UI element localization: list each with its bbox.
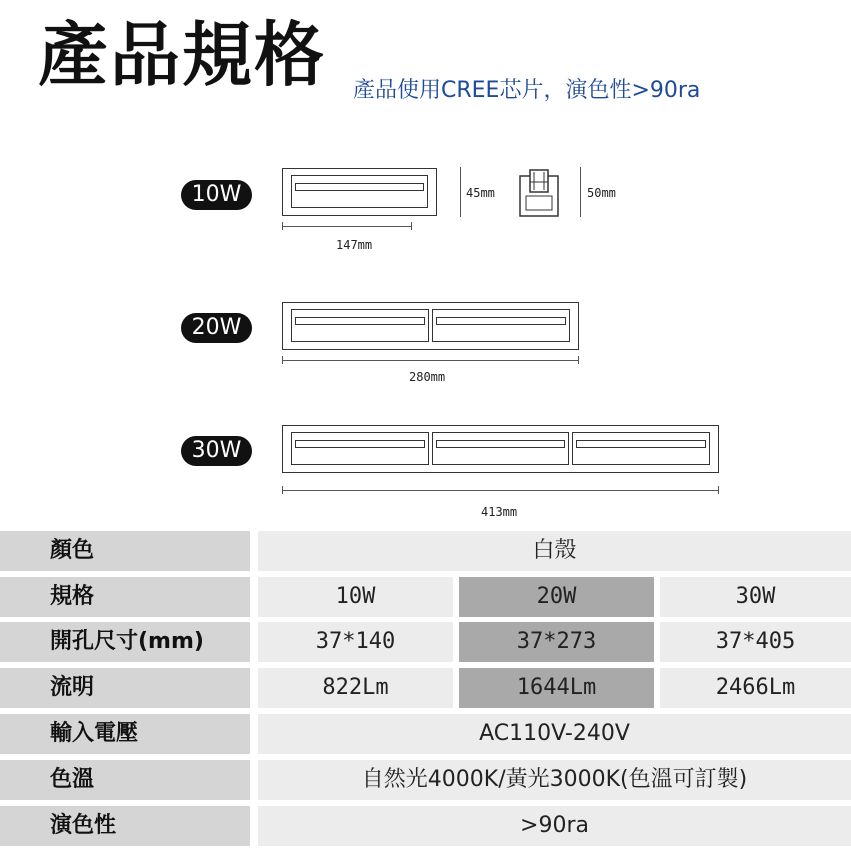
lamp-cell xyxy=(432,309,570,342)
dimension-tick xyxy=(411,222,412,230)
spec-row-color-temp xyxy=(0,760,851,800)
row-label: 顏色 xyxy=(0,531,250,571)
row-value-highlight: 1644Lm xyxy=(459,668,654,708)
dimension-tick xyxy=(718,486,719,494)
width-label-30w: 413mm xyxy=(481,505,518,519)
depth-dimension-line xyxy=(580,167,581,217)
badge-10w: 10W xyxy=(181,180,252,210)
spec-table xyxy=(0,531,851,850)
dimension-line xyxy=(282,360,579,361)
lamp-cell xyxy=(291,175,428,208)
lamp-cell xyxy=(432,432,569,465)
dimension-tick xyxy=(282,486,283,494)
lamp-outline-10w xyxy=(282,168,437,216)
spec-row-color xyxy=(0,531,851,571)
lamp-slot xyxy=(436,440,565,448)
row-value: 10W xyxy=(258,577,453,617)
row-value: 37*405 xyxy=(660,622,851,662)
row-label: 規格 xyxy=(0,577,250,617)
row-label: 流明 xyxy=(0,668,250,708)
height-label-10w: 45mm xyxy=(466,186,495,200)
width-label-20w: 280mm xyxy=(409,370,446,384)
spec-row-cutout xyxy=(0,622,851,662)
lamp-slot xyxy=(576,440,706,448)
lamp-cell xyxy=(291,432,429,465)
row-label: 輸入電壓 xyxy=(0,714,250,754)
spec-row-voltage xyxy=(0,714,851,754)
badge-20w: 20W xyxy=(181,313,252,343)
dimension-tick xyxy=(282,356,283,364)
page-title: 產品規格 xyxy=(38,14,326,96)
dimension-line xyxy=(282,226,412,227)
page-subtitle: 產品使用CREE芯片，演色性>90ra xyxy=(353,78,701,103)
spec-row-lumen xyxy=(0,668,851,708)
lamp-cell xyxy=(291,309,429,342)
spec-row-wattage xyxy=(0,577,851,617)
lamp-slot xyxy=(295,183,424,191)
row-value: 自然光4000K/黃光3000K(色溫可訂製) xyxy=(258,760,851,800)
row-label: 演色性 xyxy=(0,806,250,846)
lamp-slot xyxy=(295,440,425,448)
row-value: 30W xyxy=(660,577,851,617)
lamp-outline-20w xyxy=(282,302,579,350)
lamp-side-profile xyxy=(514,168,564,220)
height-dimension-line xyxy=(460,167,461,217)
depth-label-10w: 50mm xyxy=(587,186,616,200)
row-value: 白殼 xyxy=(258,531,851,571)
dimension-line xyxy=(282,490,719,491)
row-value: AC110V-240V xyxy=(258,714,851,754)
row-value-highlight: 37*273 xyxy=(459,622,654,662)
dimension-tick xyxy=(282,222,283,230)
width-label-10w: 147mm xyxy=(336,238,373,252)
lamp-outline-30w xyxy=(282,425,719,473)
row-label: 開孔尺寸(mm) xyxy=(0,622,250,662)
row-value: 37*140 xyxy=(258,622,453,662)
row-value: 2466Lm xyxy=(660,668,851,708)
row-value: 822Lm xyxy=(258,668,453,708)
row-value-highlight: 20W xyxy=(459,577,654,617)
row-label: 色溫 xyxy=(0,760,250,800)
lamp-slot xyxy=(436,317,566,325)
badge-30w: 30W xyxy=(181,436,252,466)
lamp-cell xyxy=(572,432,710,465)
lamp-slot xyxy=(295,317,425,325)
row-value: >90ra xyxy=(258,806,851,846)
dimension-tick xyxy=(578,356,579,364)
spec-row-cri xyxy=(0,806,851,846)
